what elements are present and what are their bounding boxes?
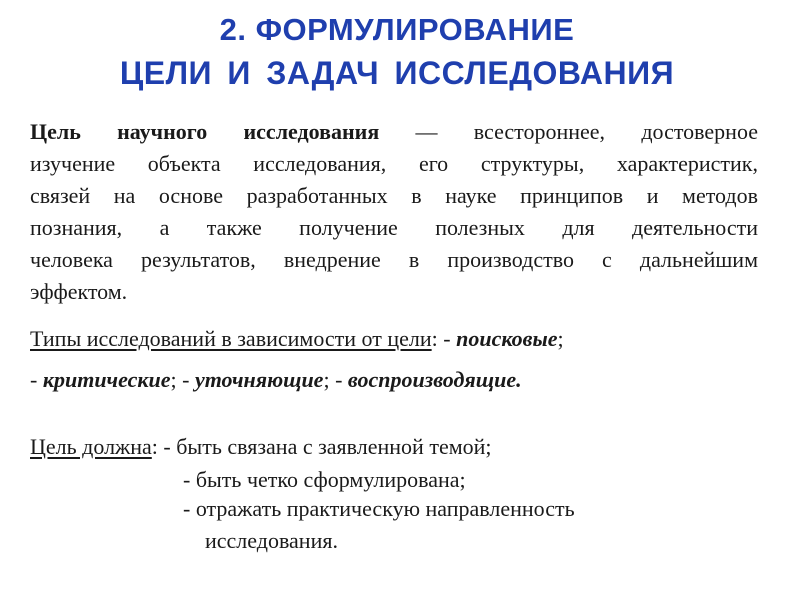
research-types-line2: [30, 365, 522, 395]
type-critical: критические: [42, 367, 171, 392]
definition-paragraph: [30, 116, 758, 308]
type-refining: уточняющие: [194, 367, 324, 392]
research-types-end: ;: [557, 326, 564, 351]
research-types-line1: [30, 324, 564, 354]
type-reproducing: воспроизводящие.: [347, 367, 522, 392]
goal-label: Цель должна: [30, 434, 152, 459]
goal-requirements-line1: [30, 432, 492, 462]
goal-item-1: : - быть связана с заявленной темой;: [151, 434, 492, 459]
goal-item-2: - быть четко сформулирована;: [183, 467, 466, 492]
slide-title-line1: 2. ФОРМУЛИРОВАНИЕ: [219, 12, 575, 47]
type-search: поисковые: [456, 326, 558, 351]
definition-line: изучение объекта исследования, его структуры, характеристик,: [30, 151, 758, 176]
research-types-sep: : -: [431, 326, 457, 351]
research-types-sep: ; -: [323, 367, 348, 392]
goal-item-3: - отражать практическую направленность: [183, 496, 575, 521]
definition-line: человека результатов, внедрение в производство с дальнейшим: [30, 247, 758, 272]
definition-line: эффектом.: [30, 279, 128, 304]
definition-line1-text: — всестороннее, достоверное: [379, 119, 758, 144]
goal-item-3-continuation: исследования.: [205, 528, 338, 553]
research-types-label: Типы исследований в зависимости от цели: [30, 326, 432, 351]
slide-title-line2: ЦЕЛИ И ЗАДАЧ ИССЛЕДОВАНИЯ: [119, 55, 675, 91]
definition-term: Цель научного исследования: [30, 119, 380, 144]
research-types-sep: ; -: [170, 367, 195, 392]
definition-line: познания, а также получение полезных для деятельности: [30, 215, 758, 240]
definition-line: связей на основе разработанных в науке принципов и методов: [30, 183, 758, 208]
definition-line: [30, 116, 758, 148]
research-types-prefix: -: [30, 367, 43, 392]
